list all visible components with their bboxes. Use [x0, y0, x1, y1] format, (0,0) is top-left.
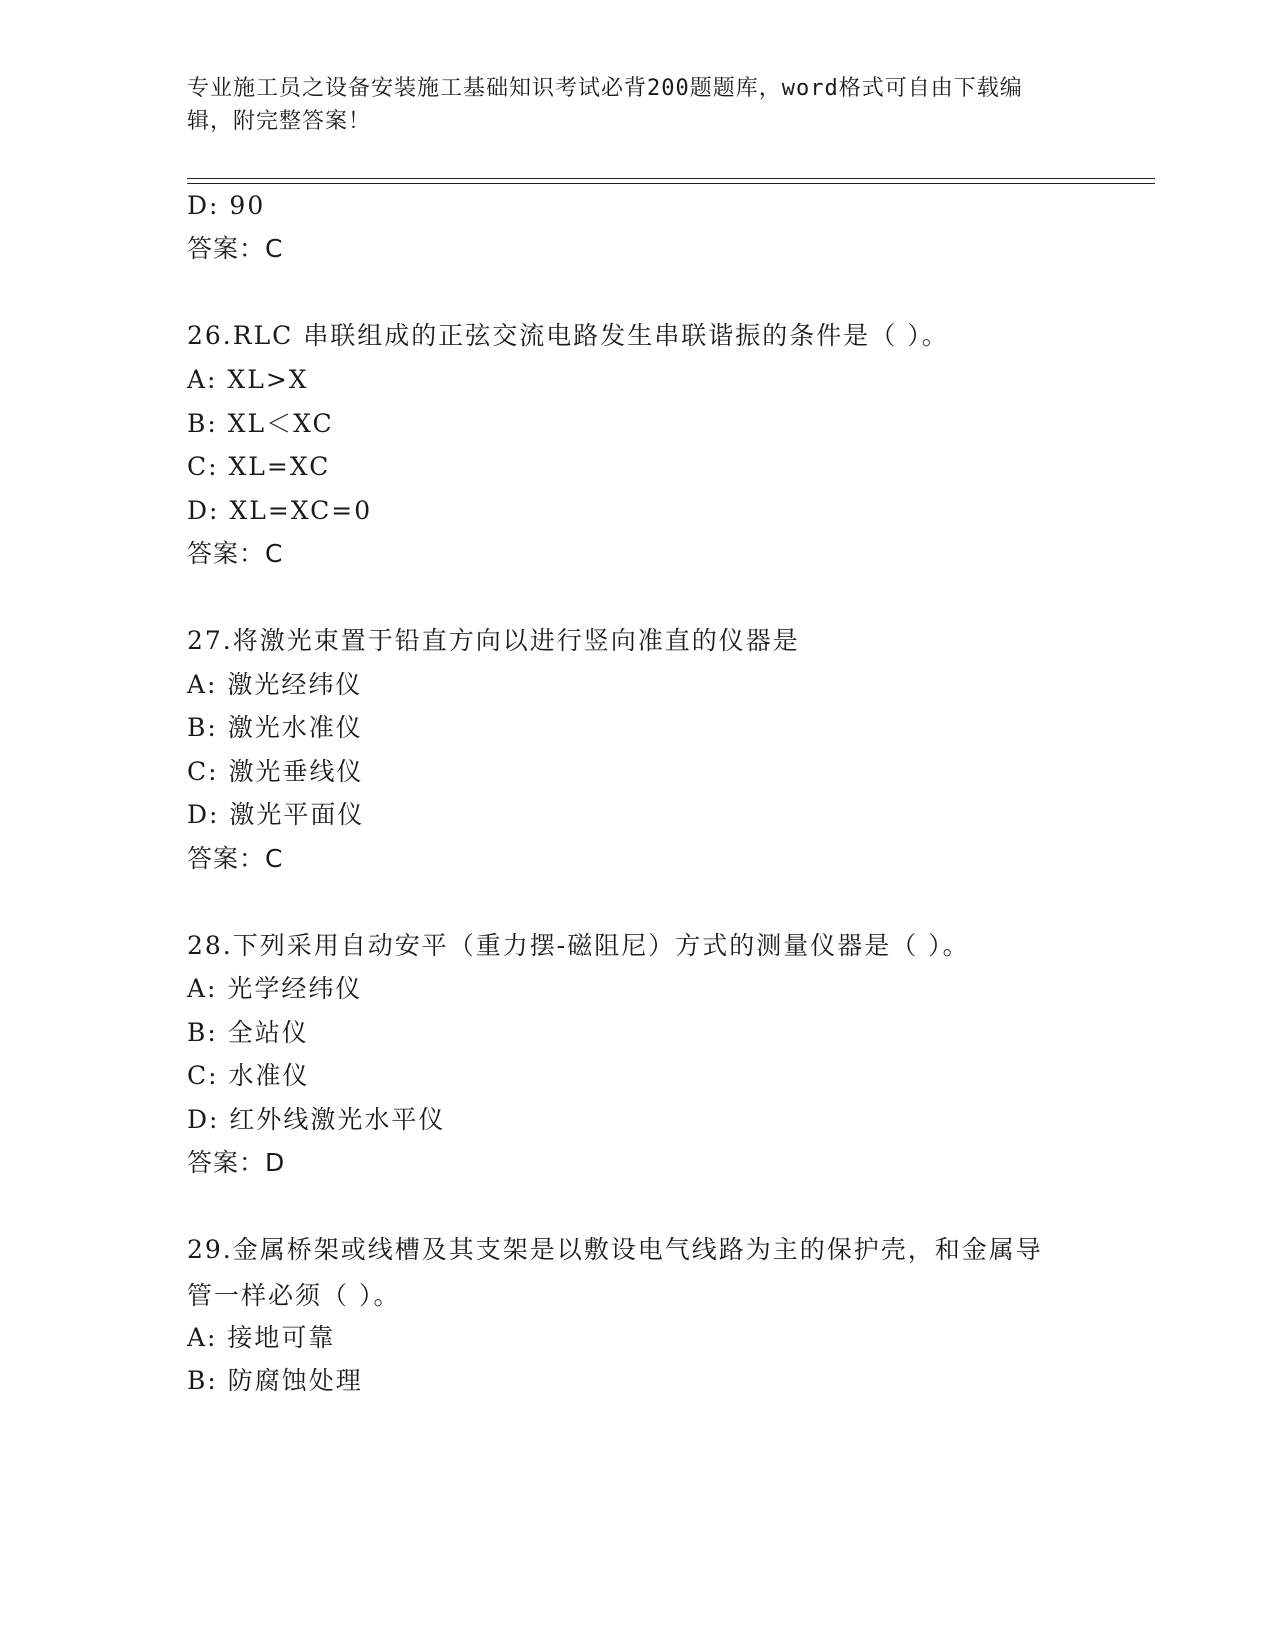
question-27-option-b: B: 激光水准仪	[187, 713, 363, 742]
question-27-stem: 27.将激光束置于铅直方向以进行竖向准直的仪器是	[187, 626, 800, 655]
prev-answer: 答案：C	[187, 234, 284, 263]
question-28-answer: 答案：D	[187, 1148, 286, 1177]
prev-option-d: D: 90	[187, 191, 266, 220]
question-29-option-a: A: 接地可靠	[187, 1323, 336, 1352]
question-28-option-a: A: 光学经纬仪	[187, 974, 363, 1003]
question-26-answer: 答案：C	[187, 539, 284, 568]
question-26-option-b: B: XL＜XC	[187, 409, 334, 438]
question-27-answer: 答案：C	[187, 844, 284, 873]
header-divider-top	[187, 178, 1155, 179]
document-header: 专业施工员之设备安装施工基础知识考试必背200题题库，word格式可自由下载编辑，附完整答案！	[187, 76, 1023, 134]
question-26-option-d: D: XL=XC=0	[187, 496, 373, 525]
question-26-option-c: C: XL=XC	[187, 452, 331, 481]
header-divider-bottom	[187, 183, 1155, 184]
question-28-option-c: C: 水准仪	[187, 1061, 310, 1090]
question-29-option-b: B: 防腐蚀处理	[187, 1366, 363, 1395]
question-28-option-b: B: 全站仪	[187, 1018, 309, 1047]
question-27-option-a: A: 激光经纬仪	[187, 670, 363, 699]
question-28-option-d: D: 红外线激光水平仪	[187, 1105, 446, 1134]
question-26-option-a: A: XL>X	[187, 365, 309, 394]
question-27-option-d: D: 激光平面仪	[187, 800, 365, 829]
question-28-stem: 28.下列采用自动安平（重力摆-磁阻尼）方式的测量仪器是（ ）。	[187, 931, 970, 960]
question-26-stem: 26.RLC 串联组成的正弦交流电路发生串联谐振的条件是（ ）。	[187, 321, 949, 350]
question-29-stem: 29.金属桥架或线槽及其支架是以敷设电气线路为主的保护壳，和金属导管一样必须（ ）。	[187, 1235, 1043, 1310]
question-27-option-c: C: 激光垂线仪	[187, 757, 364, 786]
